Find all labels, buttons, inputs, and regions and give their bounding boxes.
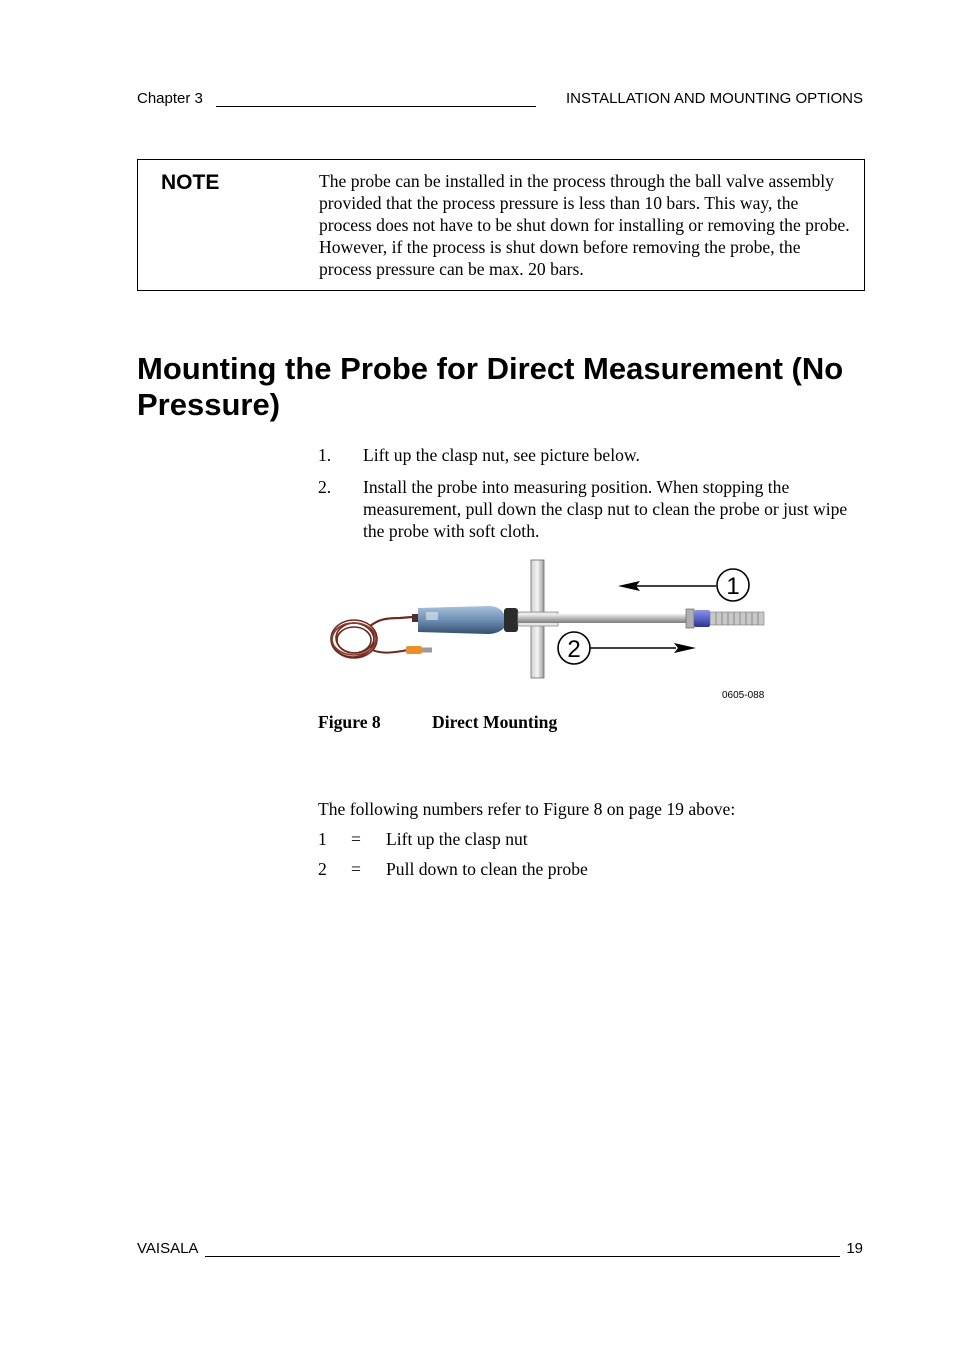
figure-title: Direct Mounting <box>432 712 558 732</box>
legend-number: 1 <box>318 829 327 849</box>
step-text: Install the probe into measuring position. When stopping the measurement, pull down the clasp nut to clean the probe or just wipe the probe with soft cloth. <box>363 477 848 541</box>
note-label: NOTE <box>161 171 220 194</box>
legend-equals: = <box>351 859 361 879</box>
legend-number: 2 <box>318 859 327 879</box>
footer-company: VAISALA <box>137 1240 199 1257</box>
footer-rule <box>205 1256 840 1257</box>
callout-2-label: 2 <box>567 636 581 663</box>
header-rule <box>216 106 536 107</box>
arrow-lift-up <box>618 581 716 591</box>
sensor-filter <box>710 612 764 625</box>
header-section-title: INSTALLATION AND MOUNTING OPTIONS <box>566 90 863 107</box>
probe-illustration <box>318 556 772 706</box>
callout-2 <box>558 632 590 664</box>
orange-connector <box>406 646 432 654</box>
arrow-pull-down <box>590 643 696 653</box>
cable <box>370 617 412 626</box>
probe-rod <box>518 614 688 623</box>
probe-body <box>412 606 518 634</box>
legend-equals: = <box>351 829 361 849</box>
legend-intro: The following numbers refer to Figure 8 on page 19 above: <box>318 799 736 819</box>
callout-1 <box>717 569 749 601</box>
clasp-nut <box>686 609 710 628</box>
note-text: The probe can be installed in the process through the ball valve assembly provided that the process pressure is less than 10 bars. This way, the process does not have to be shut down for installing or removing the probe. However, if the process is shut down before removing the probe, the process pressure can be max. 20 bars. <box>319 171 850 279</box>
section-heading: Mounting the Probe for Direct Measurement (No Pressure) <box>137 351 844 422</box>
callout-1-label: 1 <box>726 573 740 600</box>
page-number: 19 <box>846 1240 863 1257</box>
header-chapter: Chapter 3 <box>137 90 203 107</box>
figure-code: 0605-088 <box>722 690 765 701</box>
step-number: 1. <box>318 445 332 465</box>
legend-text: Pull down to clean the probe <box>386 859 588 879</box>
cable-to-connector <box>372 650 408 653</box>
step-number: 2. <box>318 477 332 497</box>
note-box <box>137 159 865 291</box>
figure-number: Figure 8 <box>318 712 381 732</box>
step-text: Lift up the clasp nut, see picture below. <box>363 445 640 465</box>
legend-text: Lift up the clasp nut <box>386 829 528 849</box>
